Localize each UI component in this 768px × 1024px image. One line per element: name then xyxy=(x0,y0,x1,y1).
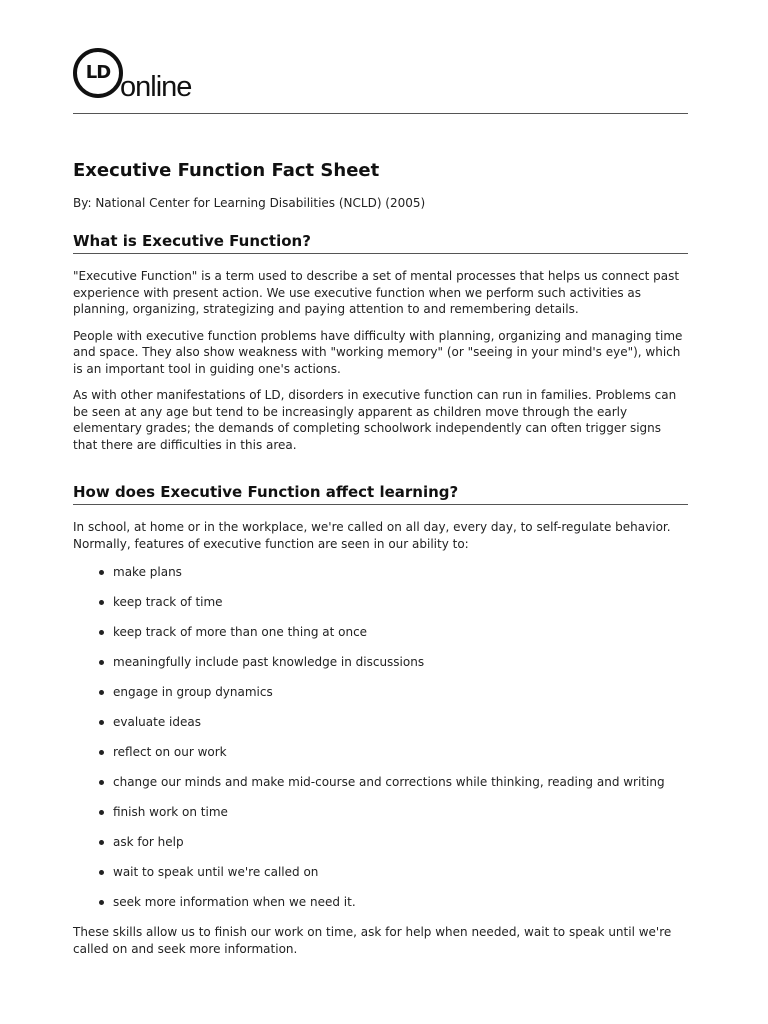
bullet-icon xyxy=(99,630,104,635)
list-item-text: keep track of more than one thing at once xyxy=(113,625,368,639)
bullet-icon xyxy=(99,720,104,725)
paragraph: In school, at home or in the workplace, we're called on all day, every day, to self-regulate behavior. Normally, features of executive function are seen in our ability to: xyxy=(73,520,671,551)
list-item xyxy=(73,804,688,834)
paragraph: As with other manifestations of LD, disorders in executive function can run in families. Problems can be seen at any age but tend to be increasingly apparent as children move through the early elementary grades; the demands of completing schoolwork independently can often trigger signs that there are difficulties in this area. xyxy=(73,388,677,452)
paragraph: People with executive function problems have difficulty with planning, organizing and managing time and space. They also show weakness with "working memory" (or "seeing in your mind's eye"), which is an important tool in guiding one's actions. xyxy=(73,328,683,376)
list-item xyxy=(73,714,688,744)
header-divider xyxy=(73,113,688,114)
paragraph: These skills allow us to finish our work on time, ask for help when needed, wait to speak until we're called on and seek more information. xyxy=(73,925,672,956)
list-item xyxy=(73,774,688,804)
section-heading: How does Executive Function affect learning? xyxy=(73,481,688,505)
section-what-is-executive-function xyxy=(73,230,688,453)
bullet-icon xyxy=(99,870,104,875)
list-item-text: seek more information when we need it. xyxy=(113,895,356,909)
ld-online-logo[interactable] xyxy=(73,48,213,110)
skills-list xyxy=(73,564,688,924)
list-item xyxy=(73,594,688,624)
logo-online-text: online xyxy=(120,71,192,103)
bullet-icon xyxy=(99,570,104,575)
list-item-text: meaningfully include past knowledge in discussions xyxy=(113,655,425,669)
section-heading: What is Executive Function? xyxy=(73,230,688,254)
list-item xyxy=(73,684,688,714)
byline: By: National Center for Learning Disabilities (NCLD) (2005) xyxy=(73,196,426,210)
list-item-text: keep track of time xyxy=(113,595,223,609)
list-item-text: make plans xyxy=(113,565,182,579)
list-item-text: evaluate ideas xyxy=(113,715,201,729)
list-item xyxy=(73,744,688,774)
bullet-icon xyxy=(99,810,104,815)
list-item xyxy=(73,834,688,864)
list-item xyxy=(73,564,688,594)
bullet-icon xyxy=(99,690,104,695)
list-item-text: change our minds and make mid-course and corrections while thinking, reading and writing xyxy=(113,775,665,789)
list-item-text: finish work on time xyxy=(113,805,228,819)
bullet-icon xyxy=(99,660,104,665)
list-item-text: engage in group dynamics xyxy=(113,685,273,699)
page-title: Executive Function Fact Sheet xyxy=(73,160,380,181)
bullet-icon xyxy=(99,840,104,845)
list-item-text: wait to speak until we're called on xyxy=(113,865,319,879)
bullet-icon xyxy=(99,600,104,605)
section-how-affects-learning xyxy=(73,481,688,957)
list-item xyxy=(73,624,688,654)
list-item xyxy=(73,894,688,924)
list-item-text: reflect on our work xyxy=(113,745,227,759)
bullet-icon xyxy=(99,780,104,785)
list-item xyxy=(73,654,688,684)
bullet-icon xyxy=(99,750,104,755)
logo-ld-text: LD xyxy=(85,62,111,83)
paragraph: "Executive Function" is a term used to describe a set of mental processes that helps us connect past experience with present action. We use executive function when we perform such activities as planning, organizing, strategizing and paying attention to and remembering details. xyxy=(73,269,680,316)
list-item-text: ask for help xyxy=(113,835,184,849)
bullet-icon xyxy=(99,900,104,905)
list-item xyxy=(73,864,688,894)
